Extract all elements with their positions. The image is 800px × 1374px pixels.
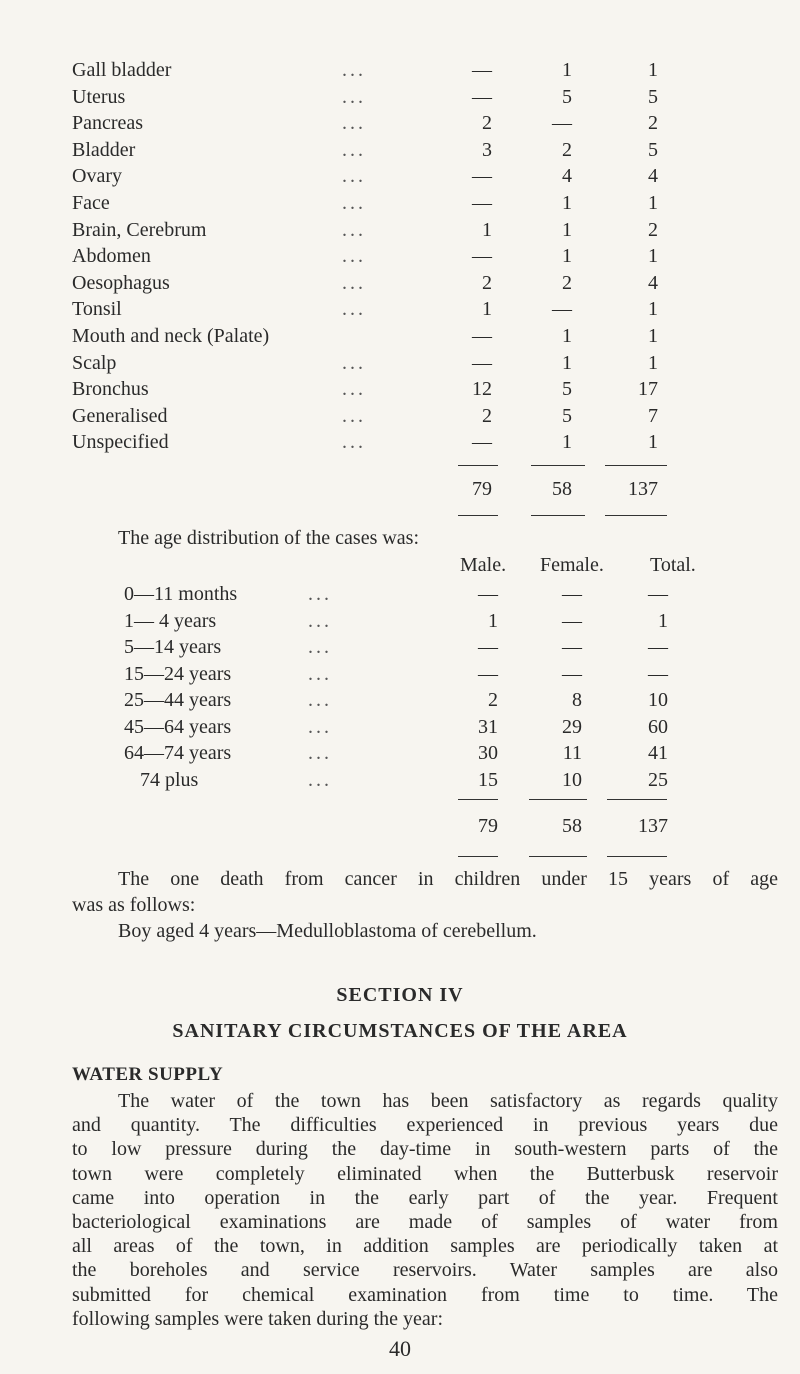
age-row	[0, 607, 800, 635]
site-row	[72, 349, 772, 377]
site-row	[72, 402, 772, 430]
site-label: Scalp	[72, 351, 117, 374]
site-row	[72, 56, 772, 84]
age-row	[0, 739, 800, 767]
site-label: Unspecified	[72, 431, 169, 454]
dot-leader: ...	[308, 662, 332, 685]
site-row	[72, 295, 772, 323]
female-count: 2	[562, 271, 572, 294]
dot-leader: ...	[342, 351, 366, 374]
dot-leader: ...	[342, 271, 366, 294]
site-label: Oesophagus	[72, 271, 170, 294]
male-count: 2	[488, 689, 498, 711]
site-label: Gall bladder	[72, 59, 172, 81]
site-label: Generalised	[72, 404, 168, 427]
site-label: Bladder	[72, 138, 136, 161]
female-count: 5	[562, 378, 572, 401]
female-count: —	[562, 636, 582, 658]
total-count: —	[648, 662, 668, 685]
dot-leader: ...	[342, 59, 366, 81]
male-count: —	[472, 192, 492, 214]
male-count: —	[478, 662, 498, 685]
male-count: 3	[482, 138, 492, 161]
separator-rule	[531, 465, 585, 466]
male-count: —	[472, 59, 492, 81]
male-count: —	[472, 85, 492, 108]
paragraph-line: to low pressure during the day-time in south-western parts of the	[72, 1138, 778, 1161]
total-count: —	[648, 636, 668, 658]
male-count: 1	[488, 609, 498, 632]
dot-leader: ...	[342, 245, 366, 268]
dot-leader: ...	[342, 192, 366, 214]
column-header-male: Male.	[460, 554, 507, 576]
site-label: Pancreas	[72, 112, 144, 135]
female-count: —	[562, 609, 582, 632]
male-count: 2	[482, 271, 492, 294]
total-count: 7	[648, 404, 658, 427]
female-count: 2	[562, 138, 572, 161]
site-row	[72, 375, 772, 403]
age-band-label: 74 plus	[140, 768, 199, 791]
paragraph-line: The water of the town has been satisfactory as regards quality	[118, 1090, 778, 1112]
dot-leader: ...	[308, 742, 332, 764]
male-count: —	[472, 165, 492, 188]
total-count: 2	[648, 112, 658, 135]
male-count: 1	[482, 218, 492, 241]
site-totals-row	[72, 475, 772, 503]
female-count: 1	[562, 431, 572, 454]
paragraph-line: all areas of the town, in addition samples are periodically taken at	[72, 1235, 778, 1258]
male-count: 2	[482, 404, 492, 427]
female-count: —	[562, 583, 582, 605]
site-row	[72, 428, 772, 456]
age-band-label: 0—11 months	[124, 583, 238, 605]
male-total: 79	[472, 478, 492, 500]
total-count: 1	[648, 431, 658, 454]
age-row	[0, 766, 800, 794]
age-totals-row	[0, 812, 800, 840]
site-row	[72, 109, 772, 137]
grand-total: 137	[638, 815, 668, 837]
column-header-female: Female.	[540, 554, 604, 576]
page-number: 40	[389, 1336, 411, 1361]
total-count: 1	[648, 325, 658, 347]
section-number: SECTION IV	[336, 984, 464, 1006]
total-count: 60	[648, 715, 668, 738]
male-count: 15	[478, 768, 498, 791]
paragraph-line: submitted for chemical examination from time to time. The	[72, 1283, 778, 1306]
age-row	[0, 580, 800, 608]
site-row	[72, 162, 772, 190]
dot-leader: ...	[342, 85, 366, 108]
female-count: 5	[562, 85, 572, 108]
male-count: —	[478, 636, 498, 658]
male-count: —	[472, 245, 492, 268]
separator-rule	[529, 799, 587, 800]
dot-leader: ...	[342, 165, 366, 188]
female-count: 4	[562, 165, 572, 188]
dot-leader: ...	[308, 583, 332, 605]
age-distribution-intro: The age distribution of the cases was:	[118, 527, 420, 549]
paragraph-line: town were completely eliminated when the Butterbusk reservoir	[72, 1162, 778, 1185]
age-row	[0, 713, 800, 741]
dot-leader: ...	[308, 689, 332, 711]
total-count: 4	[648, 271, 658, 294]
male-count: 2	[482, 112, 492, 135]
dot-leader: ...	[342, 298, 366, 321]
dot-leader: ...	[342, 378, 366, 401]
total-count: 25	[648, 768, 668, 791]
site-label: Bronchus	[72, 378, 149, 401]
site-label: Tonsil	[72, 298, 122, 321]
separator-rule	[607, 856, 667, 857]
total-count: —	[648, 583, 668, 605]
female-count: 1	[562, 218, 572, 241]
age-band-label: 25—44 years	[124, 689, 232, 711]
female-count: 1	[562, 351, 572, 374]
dot-leader: ...	[308, 636, 332, 658]
paragraph-line: came into operation in the early part of the year. Frequent	[72, 1186, 778, 1209]
age-header-row	[0, 551, 800, 579]
female-count: 1	[562, 59, 572, 81]
site-label: Abdomen	[72, 245, 151, 268]
separator-rule	[458, 856, 498, 857]
paragraph-line: the boreholes and service reservoirs. Water samples are also	[72, 1259, 778, 1282]
total-count: 4	[648, 165, 658, 188]
dot-leader: ...	[342, 431, 366, 454]
female-count: 1	[562, 192, 572, 214]
male-count: 12	[472, 378, 492, 401]
site-row	[72, 189, 772, 217]
total-count: 1	[658, 609, 668, 632]
site-label: Mouth and neck (Palate)	[72, 325, 270, 347]
separator-rule	[458, 515, 498, 516]
dot-leader: ...	[308, 609, 332, 632]
site-row	[72, 136, 772, 164]
separator-rule	[605, 465, 667, 466]
site-row	[72, 216, 772, 244]
section-title: SANITARY CIRCUMSTANCES OF THE AREA	[172, 1020, 628, 1042]
separator-rule	[605, 515, 667, 516]
total-count: 1	[648, 351, 658, 374]
total-count: 17	[638, 378, 658, 401]
age-band-label: 64—74 years	[124, 742, 232, 764]
separator-rule	[607, 799, 667, 800]
separator-rule	[531, 515, 585, 516]
male-count: —	[478, 583, 498, 605]
total-count: 1	[648, 298, 658, 321]
age-row	[0, 686, 800, 714]
female-count: 11	[562, 742, 582, 764]
column-header-total: Total.	[650, 554, 696, 576]
age-band-label: 45—64 years	[124, 715, 232, 738]
male-count: 31	[478, 715, 498, 738]
female-count: —	[552, 112, 572, 135]
total-count: 1	[648, 192, 658, 214]
grand-total: 137	[628, 478, 658, 500]
separator-rule	[529, 856, 587, 857]
total-count: 2	[648, 218, 658, 241]
female-count: 29	[562, 715, 582, 738]
age-band-label: 5—14 years	[124, 636, 222, 658]
female-count: —	[552, 298, 572, 321]
female-count: 5	[562, 404, 572, 427]
total-count: 5	[648, 85, 658, 108]
site-row	[72, 242, 772, 270]
site-row	[72, 83, 772, 111]
female-total: 58	[562, 815, 582, 837]
separator-rule	[458, 799, 498, 800]
male-count: 1	[482, 298, 492, 321]
child-death-line-3: Boy aged 4 years—Medulloblastoma of cerebellum.	[118, 920, 537, 942]
age-row	[0, 660, 800, 688]
paragraph-line: and quantity. The difficulties experienced in previous years due	[72, 1114, 778, 1137]
site-label: Ovary	[72, 165, 122, 188]
separator-rule	[458, 465, 498, 466]
male-count: —	[472, 325, 492, 347]
dot-leader: ...	[342, 112, 366, 135]
female-total: 58	[552, 478, 572, 500]
dot-leader: ...	[342, 218, 366, 241]
site-row	[72, 269, 772, 297]
female-count: —	[562, 662, 582, 685]
dot-leader: ...	[308, 768, 332, 791]
site-row	[72, 322, 772, 350]
female-count: 8	[572, 689, 582, 711]
total-count: 5	[648, 138, 658, 161]
total-count: 1	[648, 59, 658, 81]
dot-leader: ...	[342, 138, 366, 161]
dot-leader: ...	[342, 404, 366, 427]
male-count: —	[472, 351, 492, 374]
male-count: —	[472, 431, 492, 454]
age-band-label: 15—24 years	[124, 662, 232, 685]
paragraph-line: following samples were taken during the year:	[72, 1307, 443, 1330]
water-supply-heading: WATER SUPPLY	[72, 1064, 224, 1085]
dot-leader: ...	[308, 715, 332, 738]
paragraph-line: bacteriological examinations are made of samples of water from	[72, 1211, 778, 1233]
site-label: Uterus	[72, 85, 126, 108]
child-death-line-2: was as follows:	[72, 894, 196, 916]
total-count: 10	[648, 689, 668, 711]
site-label: Brain, Cerebrum	[72, 218, 207, 241]
age-band-label: 1— 4 years	[124, 609, 217, 632]
male-total: 79	[478, 815, 498, 837]
total-count: 41	[648, 742, 668, 764]
female-count: 1	[562, 325, 572, 347]
site-label: Face	[72, 192, 110, 214]
female-count: 1	[562, 245, 572, 268]
child-death-line-1: The one death from cancer in children under 15 years of age	[118, 868, 778, 890]
male-count: 30	[478, 742, 498, 764]
female-count: 10	[562, 768, 582, 791]
total-count: 1	[648, 245, 658, 268]
age-row	[0, 633, 800, 661]
